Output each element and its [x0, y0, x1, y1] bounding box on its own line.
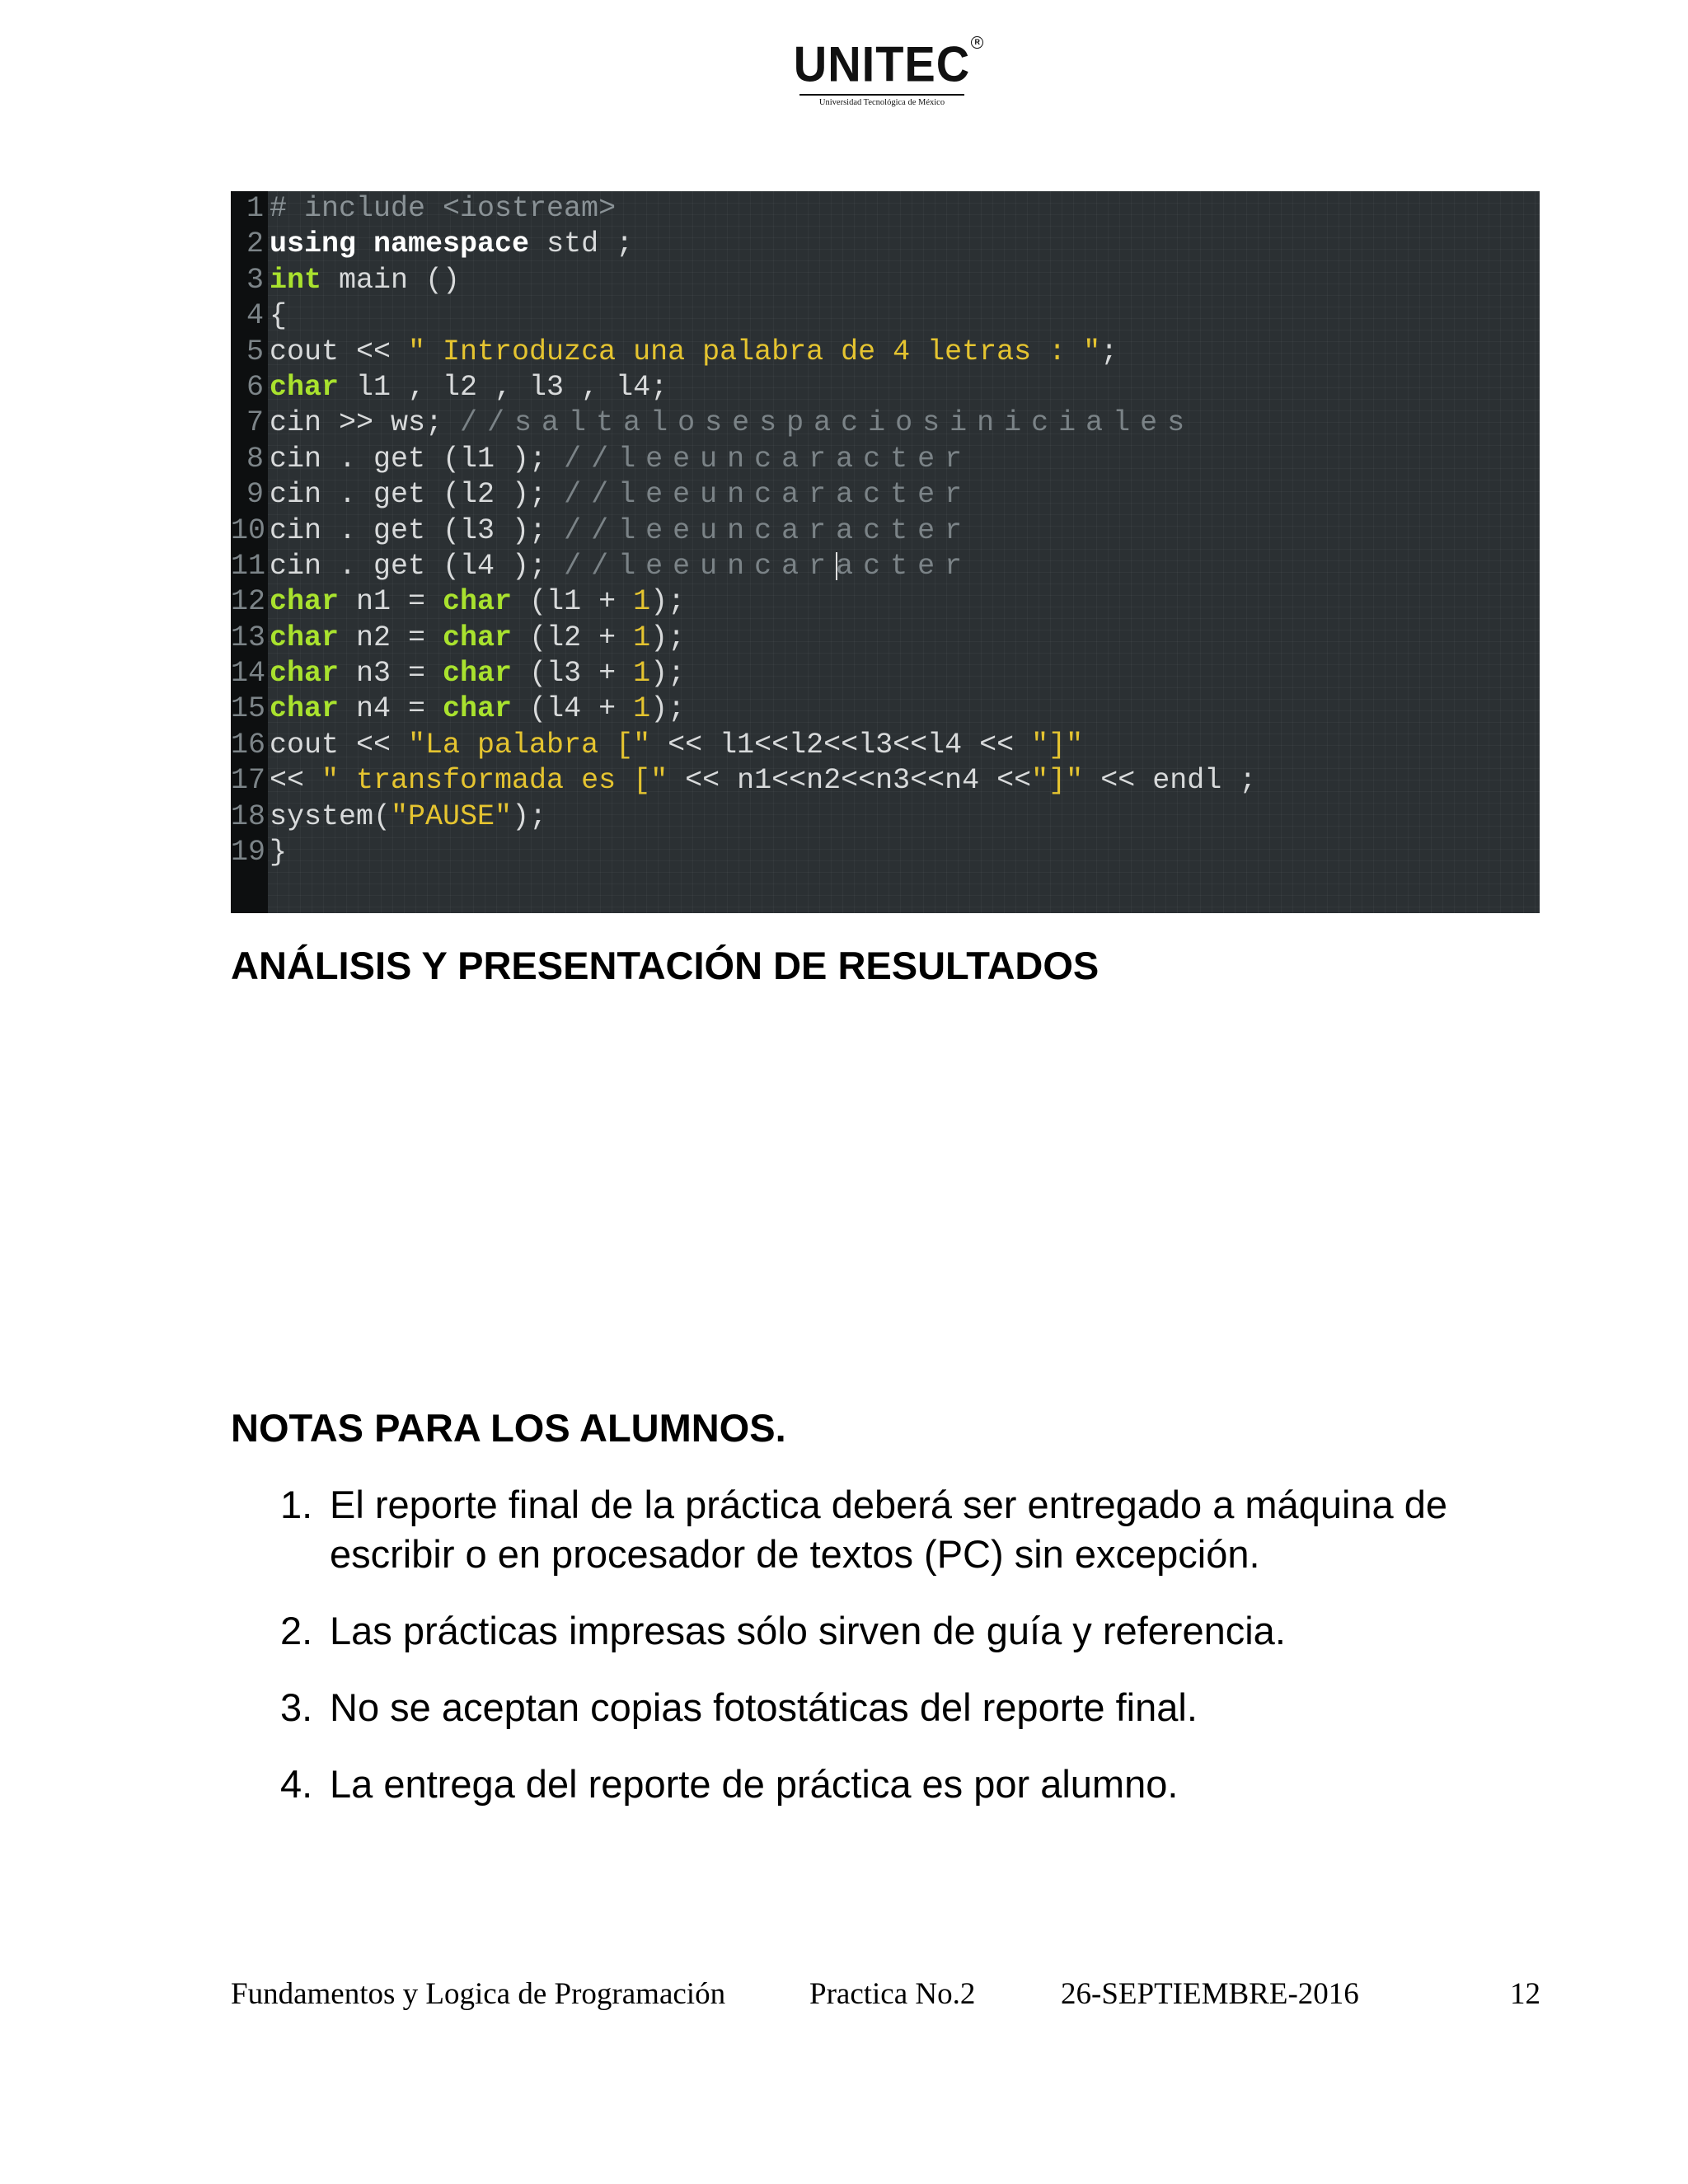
footer-date: 26-SEPTIEMBRE-2016 — [1061, 1977, 1359, 2011]
note-text: El reporte final de la práctica deberá ser entregado a máquina de escribir o en procesador de textos (PC) sin excepción. — [330, 1483, 1448, 1576]
code-token: cin . get (l4 ); — [270, 549, 565, 583]
code-token: 1 — [633, 585, 651, 619]
code-text — [270, 263, 460, 298]
logo-divider — [799, 94, 964, 96]
code-text — [270, 442, 972, 477]
line-number: 12 — [231, 585, 266, 619]
note-text: Las prácticas impresas sólo sirven de guía y referencia. — [330, 1609, 1286, 1652]
code-token: { — [270, 299, 288, 333]
code-text — [270, 691, 685, 727]
code-token: cin . get (l1 ); — [270, 442, 565, 476]
code-token: << endl ; — [1083, 764, 1257, 798]
code-text — [270, 728, 1083, 763]
code-token: char — [270, 692, 340, 726]
note-number: 3. — [280, 1685, 313, 1729]
notes-list — [231, 1480, 1541, 1836]
code-token: # include <iostream> — [270, 192, 617, 225]
code-token: l1 , l2 , l3 , l4; — [339, 370, 668, 404]
footer-course: Fundamentos y Logica de Programación — [231, 1977, 726, 2011]
line-number: 19 — [231, 836, 266, 869]
code-token: char — [443, 585, 513, 619]
code-token: char — [443, 621, 513, 654]
code-text — [270, 335, 1118, 370]
code-token: system( — [270, 799, 392, 833]
code-token: using namespace — [270, 227, 530, 261]
code-token: "La palabra [" — [408, 728, 651, 762]
code-token: cout << — [270, 335, 409, 368]
line-number: 7 — [246, 406, 264, 440]
line-number: 3 — [246, 263, 264, 297]
code-token: //saltalosespaciosiniciales — [460, 406, 1195, 440]
code-token: //leeuncar — [564, 549, 837, 583]
code-token: //leeuncaracter — [564, 513, 973, 547]
code-token: int — [270, 263, 322, 297]
code-text — [270, 799, 546, 835]
code-token: << — [270, 764, 322, 798]
code-token: (l1 + — [512, 585, 634, 619]
code-token: char — [270, 585, 340, 619]
code-token: //leeuncaracter — [564, 478, 973, 512]
line-number: 18 — [231, 799, 266, 833]
code-token: (l4 + — [512, 692, 634, 726]
note-number: 2. — [280, 1609, 313, 1652]
note-text: La entrega del reporte de práctica es por alumno. — [330, 1762, 1179, 1806]
code-token: char — [270, 657, 340, 691]
code-token: " Introduzca una palabra de 4 letras : " — [408, 335, 1101, 368]
code-token: ); — [650, 657, 686, 691]
code-token: //leeuncaracter — [564, 442, 973, 476]
code-text — [270, 370, 668, 405]
code-text — [270, 191, 616, 227]
unitec-logo — [791, 35, 980, 108]
code-text — [270, 656, 685, 691]
line-number: 10 — [231, 513, 266, 547]
note-item — [231, 1480, 1541, 1579]
line-number: 5 — [246, 335, 264, 368]
code-token: " transformada es [" — [321, 764, 668, 798]
code-token: n2 = — [339, 621, 443, 654]
code-token: 1 — [633, 692, 651, 726]
code-text — [270, 549, 972, 584]
code-token: main () — [321, 263, 461, 297]
code-token: char — [443, 657, 513, 691]
note-number: 1. — [280, 1483, 313, 1526]
code-token: << n1<<n2<<n3<<n4 << — [668, 764, 1032, 798]
code-token: acter — [836, 549, 973, 583]
code-token: ; — [1100, 335, 1118, 368]
code-text — [270, 227, 633, 262]
line-number: 6 — [246, 370, 264, 404]
code-token: "]" — [1031, 764, 1084, 798]
code-token: char — [270, 621, 340, 654]
code-token: char — [270, 370, 340, 404]
code-token: << l1<<l2<<l3<<l4 << — [650, 728, 1032, 762]
note-text: No se aceptan copias fotostáticas del reporte final. — [330, 1685, 1198, 1729]
line-number: 11 — [231, 549, 266, 583]
line-number: 13 — [231, 621, 266, 654]
notes-heading: NOTAS PARA LOS ALUMNOS. — [231, 1406, 786, 1450]
note-item — [231, 1606, 1541, 1656]
code-token: cin . get (l3 ); — [270, 513, 565, 547]
code-token: cout << — [270, 728, 409, 762]
code-token: cin . get (l2 ); — [270, 478, 565, 512]
code-token: ); — [650, 692, 686, 726]
code-token: char — [443, 692, 513, 726]
code-token: "]" — [1031, 728, 1084, 762]
line-number: 2 — [246, 227, 264, 261]
code-token: 1 — [633, 621, 651, 654]
code-token: (l3 + — [512, 657, 634, 691]
footer-practice: Practica No.2 — [809, 1977, 976, 2011]
code-text — [270, 513, 972, 549]
code-token: (l2 + — [512, 621, 634, 654]
note-number: 4. — [280, 1762, 313, 1806]
code-screenshot — [231, 191, 1540, 913]
registered-icon: R — [971, 36, 983, 49]
line-number: 14 — [231, 657, 266, 691]
logo-subtitle: Universidad Tecnológica de México — [818, 98, 945, 107]
analysis-heading: ANÁLISIS Y PRESENTACIÓN DE RESULTADOS — [231, 944, 1100, 987]
logo-wordmark — [793, 35, 980, 92]
footer-page-number: 12 — [1510, 1977, 1540, 2011]
code-token: "PAUSE" — [391, 799, 513, 833]
code-token: ); — [650, 621, 686, 654]
code-token: ); — [650, 585, 686, 619]
code-token: n4 = — [339, 692, 443, 726]
logo-text: UNITEC — [793, 35, 971, 92]
code-text — [270, 763, 1256, 799]
code-token: n3 = — [339, 657, 443, 691]
line-number: 9 — [246, 478, 264, 512]
line-number: 17 — [231, 764, 266, 798]
code-text — [270, 405, 1194, 441]
code-text — [270, 477, 972, 513]
note-item — [231, 1760, 1541, 1809]
code-text — [270, 621, 685, 656]
line-number: 8 — [246, 442, 264, 476]
line-number: 1 — [246, 192, 264, 225]
code-token: 1 — [633, 657, 651, 691]
code-text — [270, 835, 287, 870]
code-text — [270, 584, 685, 620]
line-number: 15 — [231, 692, 266, 726]
code-token: } — [270, 836, 288, 869]
code-token: std ; — [529, 227, 634, 261]
code-token: cin >> ws; — [270, 406, 461, 440]
code-token: ); — [512, 799, 547, 833]
line-number: 16 — [231, 728, 266, 762]
code-token: n1 = — [339, 585, 443, 619]
line-number: 4 — [246, 299, 264, 333]
code-text — [270, 298, 287, 334]
note-item — [231, 1683, 1541, 1732]
